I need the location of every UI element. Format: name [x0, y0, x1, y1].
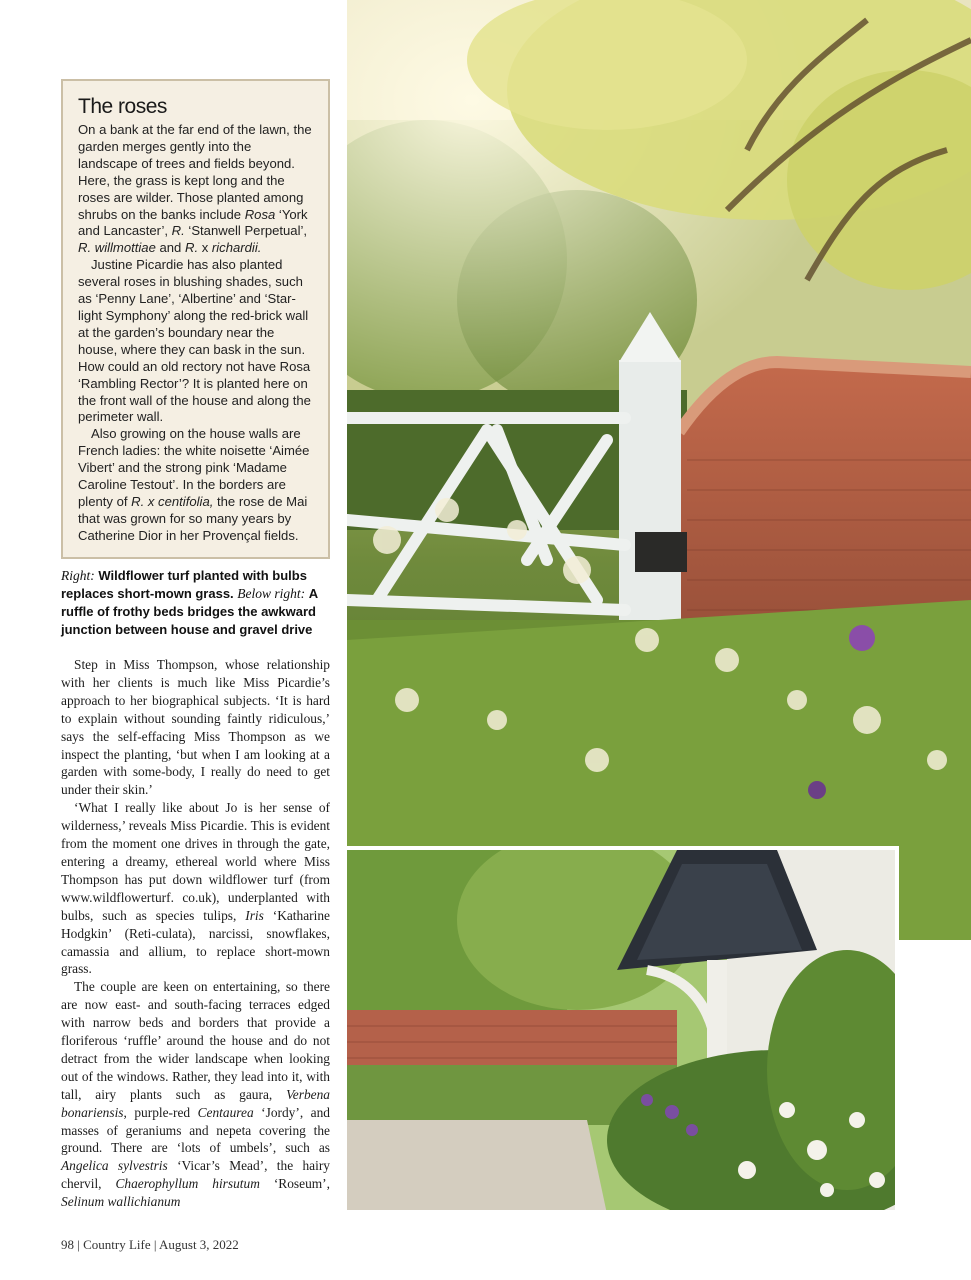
photo-garden-gate: [347, 0, 971, 940]
body-p3-text-b: , purple-red: [123, 1104, 198, 1120]
sidebar-paragraph-2: Justine Picardie has also planted several roses in blushing shades, such as ‘Penny Lane’, ‘Albertine’ and ‘Star-light Symphony’ along the red-brick wall at the garden’s boundary near the house, where they can bask in the sun. How could an old rectory not have Rosa ‘Rambling Rector’? It is planted here on the front wall of the house and along the perimeter wall.: [78, 257, 311, 425]
body-p2-text-a: ‘What I really like about Jo is her sense of wilderness,’ reveals Miss Picardie. This is evident from the moment one drives in through the gate, entering a dreamy, ethereal world where Miss Thompson has put down wildflower turf (from www.wildflowerturf. co.uk), underplanted with bulbs, such as species tulips,: [61, 800, 330, 923]
page-footer: 98 | Country Life | August 3, 2022: [61, 1237, 239, 1252]
photo-caption: [61, 567, 331, 639]
sidebar-p1-r3: R.: [184, 240, 199, 256]
sidebar-p1-text-b: ‘York and Lancaster’,: [78, 206, 308, 239]
body-p3-text-a: The couple are keen on entertaining, so there are now east- and south-facing terraces edged with narrow beds and borders that provide a floriferous ‘ruffle’ around the house and do not detract from the wider landscape when looking out of the windows. Rather, they lead into it, with tall, airy plants such as gaura,: [61, 979, 330, 1102]
sidebar-p1-r1: R.: [171, 223, 185, 239]
sidebar-title: The roses: [78, 95, 167, 118]
sidebar-p1-r4: richardii.: [211, 240, 262, 256]
sidebar-p1-text-d: and: [155, 240, 185, 256]
sidebar-p3-rose: R. x centifolia,: [131, 493, 214, 509]
sidebar-p3-text-a: Also growing on the house walls are French ladies: the white noisette ‘Aimée Vibert’ and the strong pink ‘Madame Caroline Testout’. In the borders are plenty of: [78, 426, 310, 509]
sidebar-paragraph-1: [78, 122, 313, 257]
caption-text-below-right: A ruffle of frothy beds bridges the awkward junction between house and gravel drive: [61, 586, 318, 637]
body-p2-text-b: ‘Katharine Hodgkin’ (Reti-culata), narcissi, snowflakes, camassia and allium, to replace short-mown grass.: [61, 907, 330, 977]
body-p3-text-d: ‘Vicar’s Mead’, the hairy chervil,: [61, 1158, 330, 1192]
sidebar-p3-text-b: the rose de Mai that was grown for so many years by Catherine Dior in her Provençal fields.: [78, 493, 308, 543]
sidebar-p1-rosa: Rosa: [244, 206, 276, 222]
sidebar-paragraph-3: [78, 426, 313, 544]
body-paragraph-2: [61, 799, 330, 978]
sidebar-roses-box: [61, 79, 330, 559]
garden-gate-illustration: [347, 0, 971, 940]
caption-text-right: Wildflower turf planted with bulbs replaces short-mown grass.: [61, 568, 307, 601]
body-p3-verbena: Verbena bonariensis: [61, 1086, 330, 1120]
body-p3-chaerophyllum: Chaerophyllum hirsutum: [115, 1176, 260, 1192]
sidebar-p1-text-a: On a bank at the far end of the lawn, the garden merges gently into the landscape of trees and fields beyond. Here, the grass is kept long and the roses are wilder. Those planted among shrubs on the banks include: [78, 122, 312, 222]
body-p2-iris: Iris: [245, 907, 264, 923]
body-paragraph-3: [61, 978, 330, 1211]
body-paragraph-1: Step in Miss Thompson, whose relationship with her clients is much like Miss Picardie’s approach to her biographical subjects. ‘It is hard to explain without sounding faintly ridiculous,’ says the self-effacing Miss Thompson as we inspect the planting, ‘but when I am looking at a garden with some-body, I really do need to get under their skin.’: [61, 657, 330, 798]
body-p3-centaurea: Centaurea: [197, 1104, 254, 1120]
article-body: [61, 656, 330, 1211]
porch-border-illustration: [347, 850, 899, 1210]
body-p3-text-e: ‘Roseum’,: [259, 1176, 330, 1192]
body-p3-selinum: Selinum wallichianum: [61, 1194, 181, 1210]
sidebar-p1-text-c: ‘Stanwell Perpetual’,: [184, 223, 308, 239]
body-p3-text-c: ‘Jordy’, and masses of geraniums and nepeta covering the ground. There are ‘lots of umbels’, such as: [61, 1104, 330, 1156]
body-p3-angelica: Angelica sylvestris: [61, 1158, 168, 1174]
sidebar-p1-r2: R. willmottiae: [78, 240, 156, 256]
sidebar-p1-text-e: x: [198, 240, 212, 256]
photo-porch-border: [347, 846, 899, 1210]
caption-lead-below-right: Below right:: [237, 586, 306, 601]
caption-lead-right: Right:: [61, 568, 95, 583]
